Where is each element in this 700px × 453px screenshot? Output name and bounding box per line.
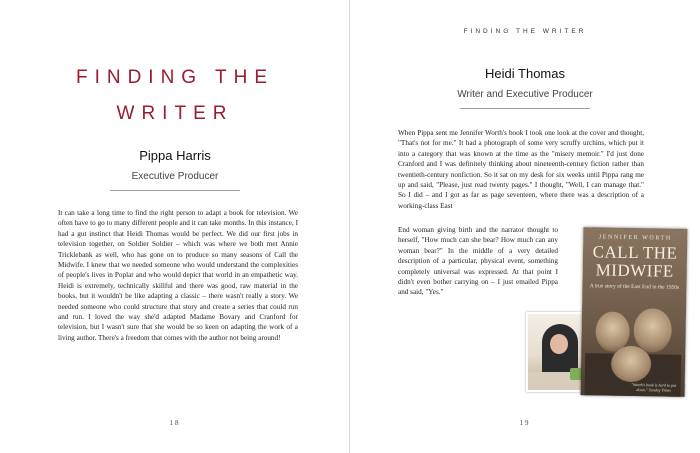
book-title: CALL THE MIDWIFE xyxy=(592,242,678,281)
heading-rule xyxy=(460,108,590,109)
chapter-title-line1: FINDING THE xyxy=(75,67,275,88)
contributor-heading-pippa xyxy=(0,148,350,191)
right-page xyxy=(350,0,700,453)
book-cover-image xyxy=(581,227,688,397)
page-number: 19 xyxy=(519,419,531,427)
contributor-name: Pippa Harris xyxy=(139,148,211,163)
contributor-role: Writer and Executive Producer xyxy=(457,89,593,100)
body-paragraph-pippa: It can take a long time to find the right person to adapt a book for television. We often have to go to many different people and it can take months. In this instance, I had a gut instinct that Heidi Thomas would be perfect. We did our first jobs in television together, on Soldier Soldier – which was where we both met Annie Tricklebank as well, who has gone on to produce so many seasons of Call the Midwife. I knew that we needed someone who would understand the complexities of people's lives in Poplar and who would depict that world in an empathetic way. Heidi is extremely, technically skillful and there was good, raw material in the books, but it wouldn't be like adapting a classic – there wasn't really a story. We needed someone who could structure that story and create a series that could run and run. I loved the way she'd adapted Madame Bovary and Cranford for television, but I wasn't sure that she would be so keen on adapting the work of a living author. There's a freedom that comes with the author not being around! xyxy=(58,209,298,342)
chapter-title xyxy=(0,60,350,132)
book-blurb: "Worth's book is hard to put down." Sunday Times xyxy=(631,381,677,393)
book-subtitle: A true story of the East End in the 1950s xyxy=(589,283,680,291)
page-number: 18 xyxy=(169,419,181,427)
book-author: JENNIFER WORTH xyxy=(598,234,672,242)
body-paragraph-heidi-top: When Pippa sent me Jennifer Worth's book I took one look at the cover and thought, "That's not for me." It had a photograph of some very scruffy urchins, which put it into a category that was known at the time as the "misery memoir." I'd just done Cranford and I was definitely thinking about nineteenth-century fiction rather than twentieth-century nonfiction. So it sat on my desk for six weeks until Pippa rang me up and said, "Please, just read twenty pages." I thought, "Well, I can manage that." So I did – and I got as far as page seventeen, where there was a description of a working-class East xyxy=(398,129,644,210)
contributor-role: Executive Producer xyxy=(131,171,219,182)
contributor-name: Heidi Thomas xyxy=(485,66,565,81)
chapter-title-line2: WRITER xyxy=(116,103,234,124)
running-head: FINDING THE WRITER xyxy=(463,28,587,35)
heading-rule xyxy=(110,190,240,191)
body-paragraph-heidi-wrap: End woman giving birth and the narrator thought to herself, "How much can she bear? How much can any woman bear?" In the middle of a very detailed description of a particular, physical event, something completely universal was expressed. At that point I didn't even bother carrying on – I just emailed Pippa and said, "Yes." xyxy=(398,226,558,297)
contributor-heading-heidi xyxy=(350,66,700,109)
